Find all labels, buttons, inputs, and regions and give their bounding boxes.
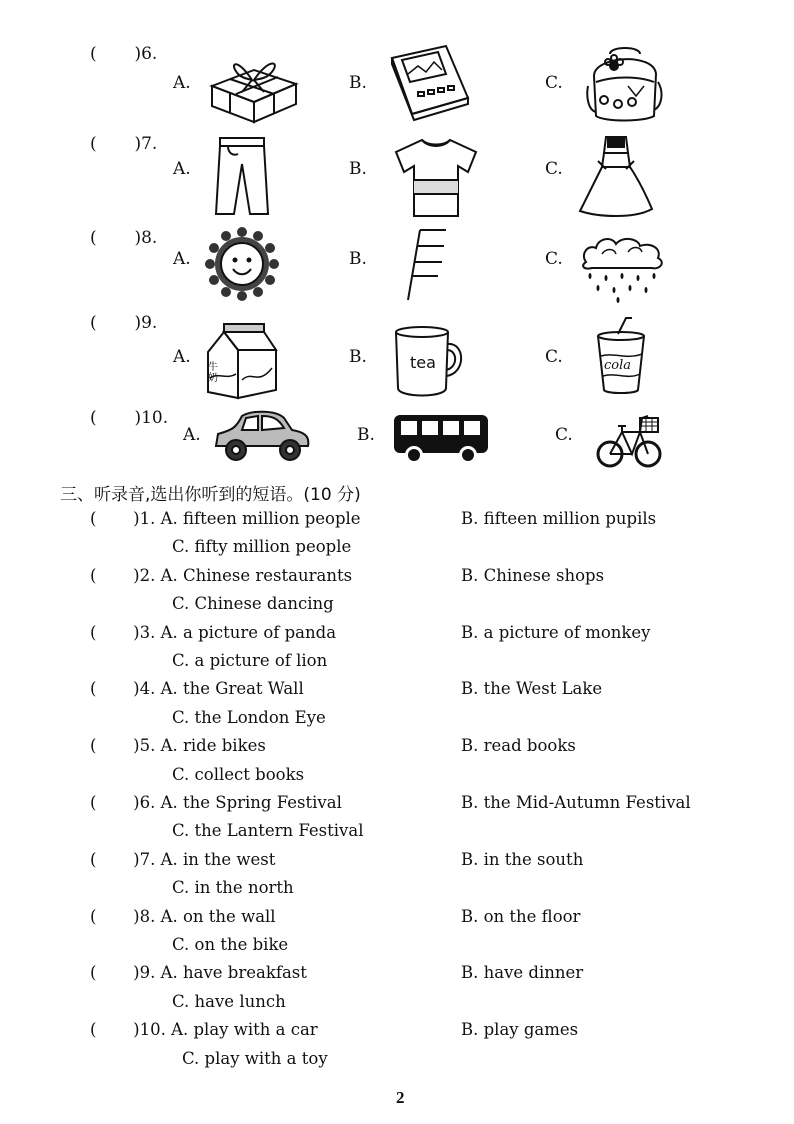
rain-cloud-icon: [580, 234, 668, 304]
question-number: 8: [141, 228, 152, 248]
question-10-bracket[interactable]: ( )10.: [90, 408, 169, 428]
list-item: [90, 566, 352, 585]
option-c[interactable]: C. a picture of lion: [172, 651, 328, 670]
option-b[interactable]: B. Chinese shops: [461, 565, 605, 585]
cola-label: cola: [604, 358, 632, 373]
list-item: [90, 907, 276, 926]
t-shirt-icon: [392, 136, 480, 218]
tea-cup-icon: [394, 324, 466, 398]
question-9-bracket[interactable]: ( )9.: [90, 313, 158, 333]
option-c[interactable]: C. on the bike: [172, 935, 289, 954]
question-dot: .: [150, 679, 161, 699]
option-b[interactable]: B. on the floor: [461, 906, 581, 926]
tea-label: tea: [410, 353, 436, 372]
list-item: [90, 963, 307, 982]
car-icon: [212, 408, 312, 464]
trousers-icon: [212, 136, 272, 216]
question-dot: .: [150, 963, 161, 983]
dress-icon: [578, 133, 654, 219]
answer-bracket[interactable]: ( ): [90, 906, 140, 926]
milk-label: 牛奶: [208, 362, 218, 384]
option-b[interactable]: B. in the south: [461, 849, 584, 869]
option-a[interactable]: A. on the wall: [160, 906, 276, 926]
question-number: 4: [139, 679, 151, 699]
question-dot: .: [150, 849, 161, 869]
answer-bracket[interactable]: ( ): [90, 849, 140, 869]
option-b[interactable]: B. the West Lake: [461, 679, 603, 699]
option-letter: C.: [545, 159, 563, 179]
option-letter: A.: [173, 159, 191, 179]
question-number: 9: [141, 313, 152, 333]
option-a[interactable]: A. have breakfast: [160, 963, 307, 983]
answer-bracket[interactable]: ( ): [90, 509, 140, 528]
answer-bracket[interactable]: ( ): [90, 793, 140, 812]
section-3-title: 三、听录音,选出你听到的短语。(10 分): [60, 485, 361, 505]
option-c[interactable]: C. in the north: [172, 878, 294, 898]
bus-icon: [392, 413, 490, 465]
list-item: [90, 736, 266, 755]
question-number: 6: [141, 44, 152, 64]
option-letter: B.: [349, 159, 367, 179]
option-letter: C.: [555, 425, 573, 445]
option-b[interactable]: B. fifteen million pupils: [461, 509, 657, 528]
windy-flag-icon: [404, 228, 460, 302]
question-number: 8: [139, 906, 151, 926]
answer-bracket[interactable]: ( ): [90, 679, 140, 699]
answer-bracket[interactable]: ( ): [90, 1020, 140, 1040]
sun-icon: [206, 228, 278, 300]
question-number: 10: [139, 1020, 161, 1040]
option-letter: C.: [545, 73, 563, 93]
question-6-bracket[interactable]: ( )6.: [90, 44, 158, 64]
option-c[interactable]: C. play with a toy: [182, 1048, 328, 1068]
option-letter: A.: [173, 249, 191, 269]
option-c[interactable]: C. the London Eye: [172, 707, 326, 727]
question-number: 9: [139, 963, 151, 983]
question-number: 1: [139, 509, 151, 528]
option-letter: C.: [545, 249, 563, 269]
question-7-bracket[interactable]: ( )7.: [90, 134, 158, 154]
option-letter: B.: [349, 249, 367, 269]
option-letter: B.: [349, 73, 367, 93]
option-letter: B.: [357, 425, 375, 445]
list-item: [90, 623, 336, 642]
answer-bracket[interactable]: ( ): [90, 736, 140, 756]
question-dot: .: [160, 1020, 172, 1040]
page-number: 2: [396, 1088, 405, 1107]
question-dot: .: [150, 565, 161, 585]
answer-bracket[interactable]: ( ): [90, 622, 140, 642]
option-b[interactable]: B. read books: [461, 736, 576, 756]
option-c[interactable]: C. collect books: [172, 764, 305, 784]
option-a[interactable]: A. ride bikes: [160, 736, 266, 756]
question-number: 10: [141, 408, 163, 428]
book-icon: [390, 44, 470, 120]
question-number: 7: [139, 849, 151, 869]
option-letter: C.: [545, 347, 563, 367]
option-b[interactable]: B. a picture of monkey: [461, 622, 651, 642]
cola-cup-icon: [596, 316, 648, 394]
question-dot: .: [150, 509, 161, 528]
option-c[interactable]: C. the Lantern Festival: [172, 821, 364, 841]
milk-carton-icon: [204, 320, 278, 400]
question-dot: .: [150, 906, 161, 926]
option-letter: A.: [173, 73, 191, 93]
question-number: 3: [139, 622, 151, 642]
question-number: 6: [139, 793, 151, 812]
question-number: 7: [141, 134, 152, 154]
answer-bracket[interactable]: ( ): [90, 565, 140, 585]
option-a[interactable]: A. Chinese restaurants: [160, 565, 353, 585]
backpack-icon: [584, 46, 664, 124]
option-a[interactable]: A. fifteen million people: [160, 509, 361, 528]
option-letter: B.: [349, 347, 367, 367]
question-8-bracket[interactable]: ( )8.: [90, 228, 158, 248]
question-number: 2: [139, 565, 151, 585]
list-item: [90, 509, 361, 528]
option-letter: A.: [183, 425, 201, 445]
answer-bracket[interactable]: ( ): [90, 963, 140, 983]
question-dot: .: [150, 793, 161, 812]
option-c[interactable]: C. Chinese dancing: [172, 594, 334, 614]
option-a[interactable]: A. the Spring Festival: [160, 793, 342, 812]
option-letter: A.: [173, 347, 191, 367]
option-a[interactable]: A. a picture of panda: [160, 622, 337, 642]
option-a[interactable]: A. in the west: [160, 849, 276, 869]
question-dot: .: [150, 736, 161, 756]
option-c[interactable]: C. fifty million people: [172, 537, 352, 557]
option-c[interactable]: C. have lunch: [172, 991, 286, 1011]
list-item: [90, 850, 275, 869]
list-item: [90, 793, 342, 812]
option-b[interactable]: B. the Mid-Autumn Festival: [461, 793, 691, 812]
list-item: [90, 679, 304, 698]
list-item: [90, 1020, 318, 1039]
option-b[interactable]: B. have dinner: [461, 963, 584, 983]
question-number: 5: [139, 736, 151, 756]
option-a[interactable]: A. play with a car: [171, 1020, 318, 1040]
question-dot: .: [150, 622, 161, 642]
gift-box-icon: [208, 48, 300, 124]
bicycle-icon: [596, 406, 662, 470]
option-b[interactable]: B. play games: [461, 1020, 579, 1040]
option-a[interactable]: A. the Great Wall: [160, 679, 304, 699]
